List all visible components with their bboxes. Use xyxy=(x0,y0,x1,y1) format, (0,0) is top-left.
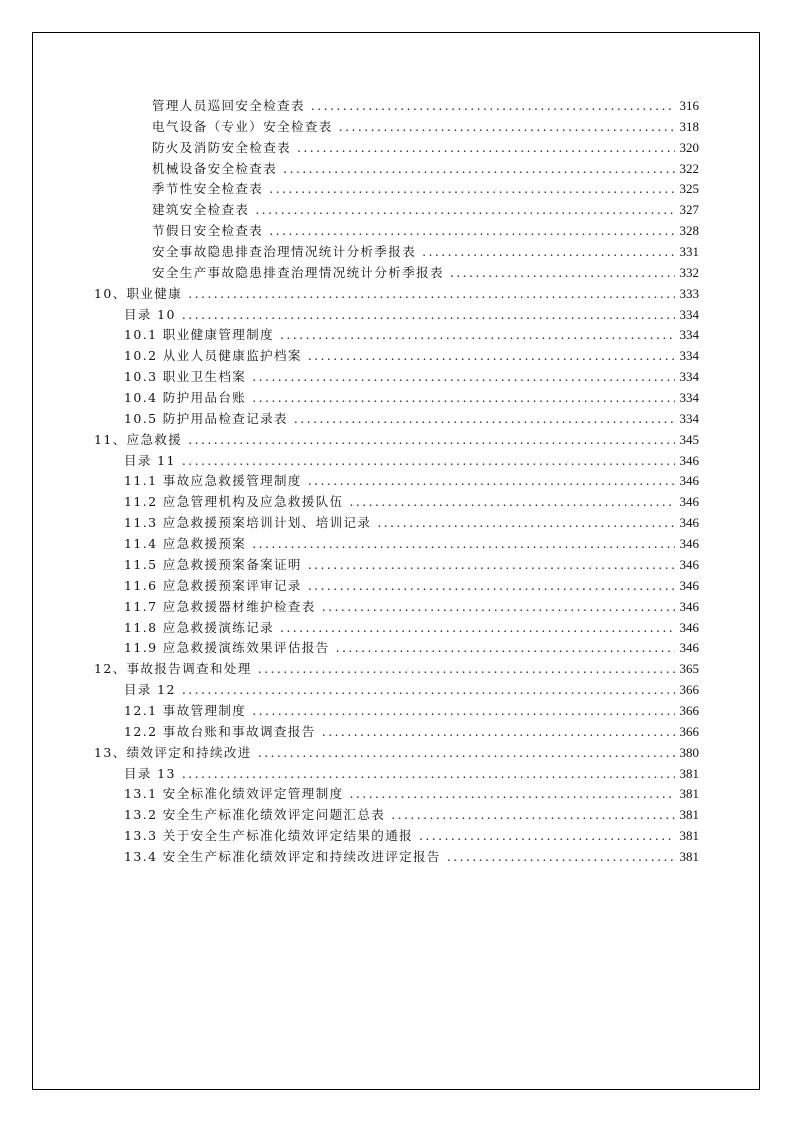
toc-leader-dots xyxy=(178,451,675,471)
toc-entry-label: 11.8 应急救援演练记录 xyxy=(124,619,275,635)
toc-entry-label: 管理人员巡回安全检查表 xyxy=(152,98,305,113)
toc-entry[interactable] xyxy=(124,513,699,533)
toc-entry[interactable] xyxy=(152,138,699,158)
toc-entry-page-number: 327 xyxy=(679,202,699,218)
toc-entry-page-number: 366 xyxy=(679,723,699,739)
toc-entry-label: 13.1 安全标准化绩效评定管理制度 xyxy=(124,786,344,802)
toc-entry-label: 安全事故隐患排查治理情况统计分析季报表 xyxy=(152,244,417,260)
toc-entry-label: 目录 13 xyxy=(124,765,176,781)
toc-entry-page-number: 334 xyxy=(679,306,699,322)
toc-entry-page-number: 334 xyxy=(679,410,699,426)
toc-leader-dots xyxy=(178,305,675,325)
toc-entry[interactable] xyxy=(152,242,699,262)
toc-entry-page-number: 316 xyxy=(679,98,699,113)
toc-entry[interactable] xyxy=(124,722,699,742)
toc-entry-page-number: 346 xyxy=(679,452,699,468)
toc-entry-page-number: 332 xyxy=(679,264,699,280)
toc-entry-label: 电气设备（专业）安全检查表 xyxy=(152,118,333,134)
toc-leader-dots xyxy=(446,263,675,283)
toc-leader-dots xyxy=(373,513,675,533)
toc-entry-page-number: 346 xyxy=(679,598,699,614)
toc-entry-label: 11.5 应急救援预案备案证明 xyxy=(124,556,302,572)
toc-entry-page-number: 325 xyxy=(679,181,699,197)
toc-leader-dots xyxy=(248,367,675,387)
toc-entry-page-number: 334 xyxy=(679,369,699,385)
toc-entry[interactable] xyxy=(124,701,699,721)
toc-entry-label: 13.4 安全生产标准化绩效评定和持续改进评定报告 xyxy=(124,848,441,864)
toc-entry-label: 建筑安全检查表 xyxy=(152,202,250,218)
toc-entry-label: 12、事故报告调查和处理 xyxy=(94,661,252,677)
toc-leader-dots xyxy=(307,96,675,116)
toc-entry-page-number: 380 xyxy=(679,744,699,760)
toc-entry-label: 10.2 从业人员健康监护档案 xyxy=(124,348,302,364)
toc-entry-label: 10、职业健康 xyxy=(94,285,183,301)
toc-entry-page-number: 322 xyxy=(679,160,699,176)
toc-leader-dots xyxy=(304,346,675,366)
toc-leader-dots xyxy=(248,701,675,721)
toc-entry[interactable] xyxy=(124,847,699,867)
toc-entry[interactable] xyxy=(152,179,699,199)
toc-entry[interactable] xyxy=(124,638,699,658)
toc-entry-label: 11.6 应急救援预案评审记录 xyxy=(124,577,302,593)
toc-entry[interactable] xyxy=(94,659,699,679)
toc-entry-page-number: 346 xyxy=(679,619,699,635)
toc-leader-dots xyxy=(184,284,675,304)
toc-entry[interactable] xyxy=(152,221,699,241)
toc-entry-label: 防火及消防安全检查表 xyxy=(152,139,292,155)
toc-entry[interactable] xyxy=(124,325,699,345)
toc-entry-page-number: 366 xyxy=(679,682,699,698)
toc-entry-page-number: 334 xyxy=(679,348,699,364)
toc-entry[interactable] xyxy=(94,743,699,763)
toc-entry-label: 10.4 防护用品台账 xyxy=(124,390,247,406)
toc-entry-label: 11.9 应急救援演练效果评估报告 xyxy=(124,640,330,656)
toc-entry-page-number: 334 xyxy=(679,327,699,343)
toc-leader-dots xyxy=(178,680,675,700)
toc-entry[interactable] xyxy=(152,263,699,283)
toc-entry[interactable] xyxy=(152,159,699,179)
toc-entry[interactable] xyxy=(124,618,699,638)
toc-entry[interactable] xyxy=(124,471,699,491)
toc-entry-page-number: 318 xyxy=(679,118,699,134)
toc-leader-dots xyxy=(318,722,675,742)
toc-entry-page-number: 346 xyxy=(679,640,699,656)
toc-entry[interactable] xyxy=(124,784,699,804)
toc-leader-dots xyxy=(443,847,675,867)
toc-entry-page-number: 381 xyxy=(679,765,699,781)
toc-entry-page-number: 346 xyxy=(679,577,699,593)
toc-leader-dots xyxy=(293,138,675,158)
toc-entry[interactable] xyxy=(124,534,699,554)
toc-leader-dots xyxy=(304,576,675,596)
toc-leader-dots xyxy=(290,409,675,429)
toc-leader-dots xyxy=(304,555,675,575)
toc-leader-dots xyxy=(265,179,675,199)
toc-entry-label: 目录 11 xyxy=(124,452,176,468)
toc-entry[interactable] xyxy=(152,96,699,116)
toc-entry[interactable] xyxy=(94,430,699,450)
toc-leader-dots xyxy=(304,471,675,491)
toc-leader-dots xyxy=(318,597,675,617)
toc-leader-dots xyxy=(335,117,675,137)
toc-entry[interactable] xyxy=(94,284,699,304)
toc-entry-page-number: 346 xyxy=(679,473,699,489)
toc-entry-page-number: 346 xyxy=(679,556,699,572)
toc-entry[interactable] xyxy=(124,305,699,325)
toc-entry-page-number: 381 xyxy=(679,807,699,823)
toc-leader-dots xyxy=(276,325,675,345)
toc-entry-page-number: 328 xyxy=(679,223,699,239)
toc-entry-label: 13.2 安全生产标准化绩效评定问题汇总表 xyxy=(124,807,386,823)
toc-entry[interactable] xyxy=(124,555,699,575)
toc-entry-label: 10.5 防护用品检查记录表 xyxy=(124,410,288,426)
toc-leader-dots xyxy=(346,492,675,512)
toc-leader-dots xyxy=(184,430,675,450)
toc-leader-dots xyxy=(418,242,675,262)
toc-leader-dots xyxy=(276,618,675,638)
toc-entry[interactable] xyxy=(124,805,699,825)
toc-entry[interactable] xyxy=(124,367,699,387)
toc-leader-dots xyxy=(279,159,675,179)
toc-entry-label: 安全生产事故隐患排查治理情况统计分析季报表 xyxy=(152,264,444,280)
toc-entry-label: 节假日安全检查表 xyxy=(152,223,264,239)
toc-entry-page-number: 345 xyxy=(679,431,699,447)
toc-entry[interactable] xyxy=(124,576,699,596)
toc-entry[interactable] xyxy=(124,826,699,846)
toc-entry-label: 11.3 应急救援预案培训计划、培训记录 xyxy=(124,515,372,531)
toc-entry[interactable] xyxy=(124,346,699,366)
toc-entry-page-number: 334 xyxy=(679,390,699,406)
toc-entry-label: 11.1 事故应急救援管理制度 xyxy=(124,473,302,489)
toc-entry-label: 11.7 应急救援器材维护检查表 xyxy=(124,598,316,614)
toc-entry-page-number: 381 xyxy=(679,828,699,844)
toc-leader-dots xyxy=(415,826,675,846)
toc-entry-label: 12.2 事故台账和事故调查报告 xyxy=(124,723,316,739)
toc-entry-label: 12.1 事故管理制度 xyxy=(124,702,247,718)
toc-entry-label: 11、应急救援 xyxy=(94,431,183,447)
toc-leader-dots xyxy=(387,805,675,825)
toc-entry[interactable] xyxy=(124,764,699,784)
toc-entry[interactable] xyxy=(124,451,699,471)
toc-entry-label: 10.1 职业健康管理制度 xyxy=(124,327,275,343)
toc-entry-page-number: 346 xyxy=(679,494,699,510)
toc-entry-label: 10.3 职业卫生档案 xyxy=(124,369,247,385)
toc-entry[interactable] xyxy=(124,597,699,617)
toc-entry[interactable] xyxy=(152,200,699,220)
toc-entry-page-number: 333 xyxy=(679,285,699,301)
toc-leader-dots xyxy=(178,764,675,784)
toc-entry-page-number: 365 xyxy=(679,661,699,677)
toc-leader-dots xyxy=(346,784,675,804)
toc-leader-dots xyxy=(254,743,675,763)
toc-entry-label: 11.2 应急管理机构及应急救援队伍 xyxy=(124,494,344,510)
toc-entry-label: 13、绩效评定和持续改进 xyxy=(94,744,252,760)
toc-entry[interactable] xyxy=(124,388,699,408)
toc-entry[interactable] xyxy=(124,409,699,429)
toc-leader-dots xyxy=(265,221,675,241)
toc-leader-dots xyxy=(254,659,675,679)
toc-entry-page-number: 366 xyxy=(679,702,699,718)
toc-entry-label: 目录 10 xyxy=(124,306,176,322)
toc-entry-label: 13.3 关于安全生产标准化绩效评定结果的通报 xyxy=(124,828,414,844)
toc-entry-page-number: 381 xyxy=(679,786,699,802)
toc-entry[interactable] xyxy=(124,680,699,700)
toc-leader-dots xyxy=(332,638,675,658)
toc-leader-dots xyxy=(251,200,675,220)
toc-entry-page-number: 320 xyxy=(679,139,699,155)
toc-entry-page-number: 346 xyxy=(679,536,699,552)
toc-leader-dots xyxy=(248,534,675,554)
toc-entry[interactable] xyxy=(124,492,699,512)
toc-entry-page-number: 381 xyxy=(679,848,699,864)
toc-entry[interactable] xyxy=(152,117,699,137)
toc-entry-page-number: 346 xyxy=(679,515,699,531)
toc-entry-label: 季节性安全检查表 xyxy=(152,181,264,197)
toc-entry-label: 机械设备安全检查表 xyxy=(152,160,278,176)
toc-entry-page-number: 331 xyxy=(679,244,699,260)
toc-leader-dots xyxy=(248,388,675,408)
toc-entry-label: 11.4 应急救援预案 xyxy=(124,536,247,552)
toc-entry-label: 目录 12 xyxy=(124,682,176,698)
